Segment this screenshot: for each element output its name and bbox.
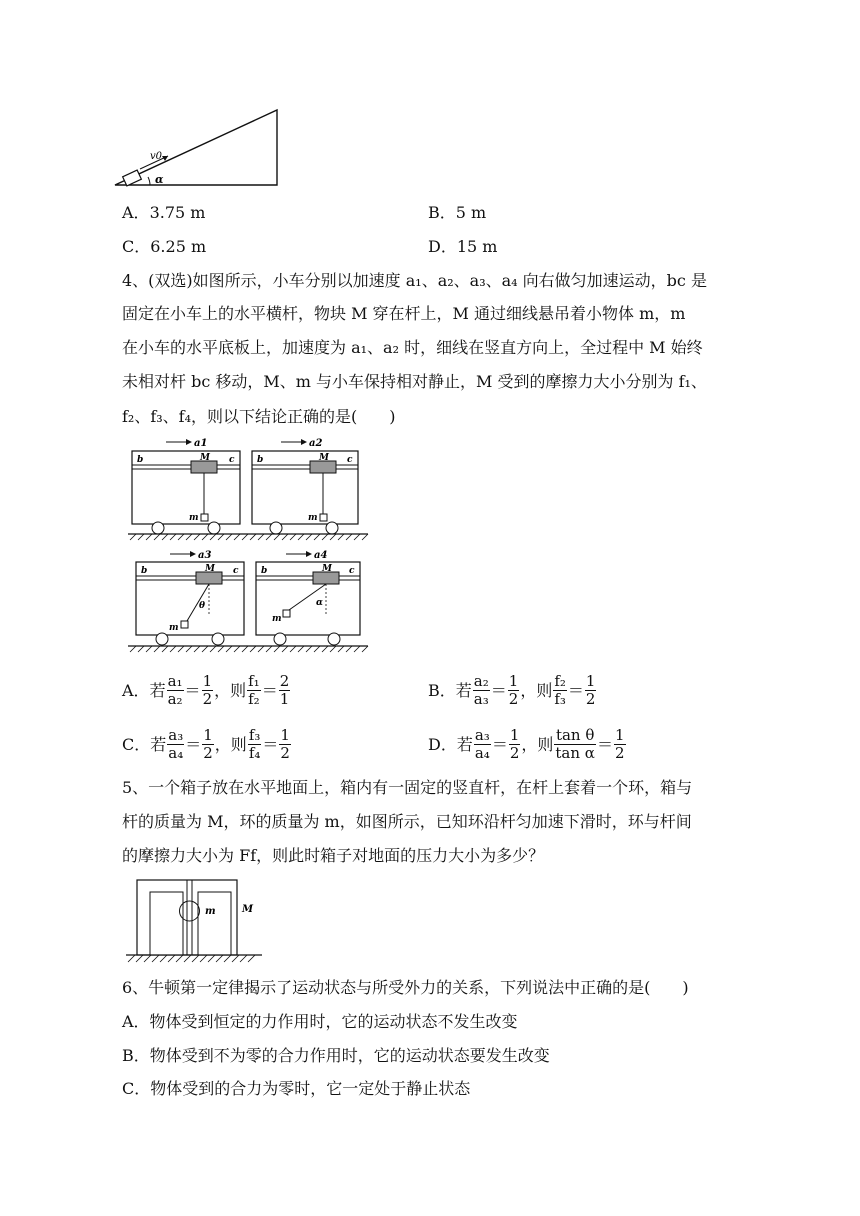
value-fraction: $\frac{1}{2}$ <box>614 726 625 762</box>
ratio-fraction: $\frac{\text{f₂}}{\text{f₃}}$ <box>554 672 566 708</box>
equals: ＝ <box>490 680 507 700</box>
block-m <box>283 610 290 617</box>
q4-line-1: 4、(双选)如图所示，小车分别以加速度 a₁、a₂、a₃、a₄ 向右做匀加速运动，bc 是 <box>122 271 707 290</box>
option-text: 15 m <box>456 237 498 256</box>
accel-label: a2 <box>309 438 323 449</box>
value-fraction: $\frac{2}{1}$ <box>279 672 290 708</box>
box-figure <box>124 876 264 968</box>
equals: ＝ <box>261 680 278 700</box>
wheel <box>270 522 282 534</box>
label-m: m <box>205 906 216 917</box>
q6-option-b[interactable]: B．物体受到不为零的合力作用时，它的运动状态要发生改变 <box>122 1046 550 1065</box>
block-m <box>181 621 188 628</box>
incline-block <box>123 170 142 186</box>
label-b: b <box>141 566 148 576</box>
option-letter: A． <box>122 680 150 700</box>
q4-option-b[interactable] <box>428 673 597 708</box>
wheel <box>274 633 286 645</box>
option-letter: D． <box>428 734 457 754</box>
q5-line-3: 的摩擦力大小为 Ff，则此时箱子对地面的压力大小为多少？ <box>122 846 545 865</box>
v0-label: v0 <box>150 151 163 162</box>
q4-option-c[interactable] <box>122 727 292 762</box>
equals: ＝ <box>185 734 202 754</box>
q3-option-d[interactable] <box>428 237 497 257</box>
q6-option-a[interactable]: A．物体受到恒定的力作用时，它的运动状态不发生改变 <box>122 1012 518 1031</box>
angle-label-alpha: α <box>155 173 164 186</box>
car-body <box>252 451 358 524</box>
q3-option-c[interactable] <box>122 237 206 257</box>
value-fraction: $\frac{1}{2}$ <box>202 672 213 708</box>
option-letter: C． <box>122 734 151 754</box>
q4-line-5: f₂、f₃、f₄，则以下结论正确的是( ) <box>122 407 396 426</box>
q4-line-3: 在小车的水平底板上，加速度为 a₁、a₂ 时，细线在竖直方向上，全过程中 M 始终 <box>122 338 703 357</box>
label-c: c <box>349 566 355 576</box>
q4-option-d[interactable] <box>428 727 627 762</box>
ratio-fraction: $\frac{\text{a₁}}{\text{a₂}}$ <box>167 672 183 708</box>
q3-option-a[interactable] <box>122 203 205 223</box>
accel-arrowhead <box>190 551 196 557</box>
label-M: M <box>322 564 332 574</box>
then-text: ，则 <box>214 680 247 700</box>
option-letter: C． <box>122 237 151 256</box>
value-fraction: $\frac{1}{2}$ <box>203 726 213 762</box>
if-text: 若 <box>455 680 472 700</box>
label-b: b <box>257 455 264 465</box>
ratio-fraction: $\frac{\text{tan θ}}{\text{tan α}}$ <box>555 726 595 762</box>
option-letter: B． <box>428 680 456 700</box>
ratio-fraction: $\frac{\text{a₂}}{\text{a₃}}$ <box>473 672 489 708</box>
equals: ＝ <box>567 680 584 700</box>
car-body <box>256 562 360 635</box>
accel-label: a3 <box>198 550 212 561</box>
option-letter: A． <box>122 203 150 222</box>
wheel <box>326 522 338 534</box>
ground-1 <box>128 534 368 540</box>
option-letter: D． <box>428 237 457 256</box>
label-M: M <box>200 453 210 463</box>
value-fraction: $\frac{1}{2}$ <box>508 672 519 708</box>
wheel <box>328 633 340 645</box>
equals: ＝ <box>596 734 613 754</box>
ratio-fraction: $\frac{\text{a₃}}{\text{a₄}}$ <box>474 726 490 762</box>
label-b: b <box>261 566 268 576</box>
q5-line-2: 杆的质量为 M，环的质量为 m，如图所示，已知环沿杆匀加速下滑时，环与杆间 <box>122 812 692 831</box>
label-M: M <box>319 453 329 463</box>
option-text: 6.25 m <box>150 237 207 256</box>
label-alpha: α <box>316 598 323 608</box>
value-fraction: $\frac{1}{2}$ <box>280 726 290 762</box>
angle-arc <box>148 177 150 185</box>
wheel <box>156 633 168 645</box>
if-text: 若 <box>150 734 167 754</box>
label-c: c <box>347 455 353 465</box>
label-m: m <box>169 623 179 633</box>
car-2 <box>252 438 358 534</box>
accel-label: a4 <box>314 550 328 561</box>
then-text: ，则 <box>521 734 554 754</box>
box-inner-right <box>198 892 231 955</box>
wheel <box>208 522 220 534</box>
label-M: M <box>205 564 215 574</box>
ratio-fraction: $\frac{\text{a₃}}{\text{a₄}}$ <box>168 726 184 762</box>
accel-arrowhead <box>301 439 307 445</box>
car-body <box>132 451 240 524</box>
option-text: 5 m <box>455 203 487 222</box>
q3-option-b[interactable] <box>428 203 486 223</box>
cars-figure <box>126 435 376 660</box>
equals: ＝ <box>262 734 279 754</box>
block-m <box>201 514 208 521</box>
value-fraction: $\frac{1}{2}$ <box>509 726 520 762</box>
option-letter: B． <box>428 203 456 222</box>
car-1 <box>132 438 240 534</box>
value-fraction: $\frac{1}{2}$ <box>585 672 596 708</box>
label-theta: θ <box>199 601 206 611</box>
q4-line-2: 固定在小车上的水平横杆，物块 M 穿在杆上，M 通过细线悬吊着小物体 m，m <box>122 304 686 323</box>
label-m: m <box>189 513 199 523</box>
label-M: M <box>242 904 254 915</box>
block-m <box>320 514 327 521</box>
then-text: ，则 <box>214 734 247 754</box>
car-4 <box>256 550 360 645</box>
car-body <box>136 562 244 635</box>
if-text: 若 <box>149 680 166 700</box>
ground-2 <box>128 646 368 652</box>
accel-arrowhead <box>186 439 192 445</box>
wheel <box>212 633 224 645</box>
then-text: ，则 <box>520 680 553 700</box>
q4-line-4: 未相对杆 bc 移动，M、m 与小车保持相对静止，M 受到的摩擦力大小分别为 f₁、 <box>122 372 707 391</box>
ground-hatch <box>128 955 255 962</box>
label-m: m <box>272 614 282 624</box>
if-text: 若 <box>456 734 473 754</box>
label-b: b <box>137 455 144 465</box>
q5-line-1: 5、一个箱子放在水平地面上，箱内有一固定的竖直杆，在杆上套着一个环，箱与 <box>122 778 693 797</box>
ratio-fraction: $\frac{\text{f₁}}{\text{f₂}}$ <box>248 672 260 708</box>
equals: ＝ <box>184 680 201 700</box>
accel-arrowhead <box>306 551 312 557</box>
label-m: m <box>308 513 318 523</box>
q6-option-c[interactable]: C．物体受到的合力为零时，它一定处于静止状态 <box>122 1079 471 1098</box>
ratio-fraction: $\frac{\text{f₃}}{\text{f₄}}$ <box>248 726 261 762</box>
wheel <box>152 522 164 534</box>
option-text: 3.75 m <box>149 203 206 222</box>
q6-stem: 6、牛顿第一定律揭示了运动状态与所受外力的关系，下列说法中正确的是( ) <box>122 978 689 997</box>
q4-option-a[interactable] <box>122 673 291 708</box>
car-3 <box>136 550 244 645</box>
accel-label: a1 <box>194 438 208 449</box>
label-c: c <box>233 566 239 576</box>
equals: ＝ <box>491 734 508 754</box>
label-c: c <box>229 455 235 465</box>
incline-figure <box>110 105 290 190</box>
box-inner-left <box>150 892 183 955</box>
